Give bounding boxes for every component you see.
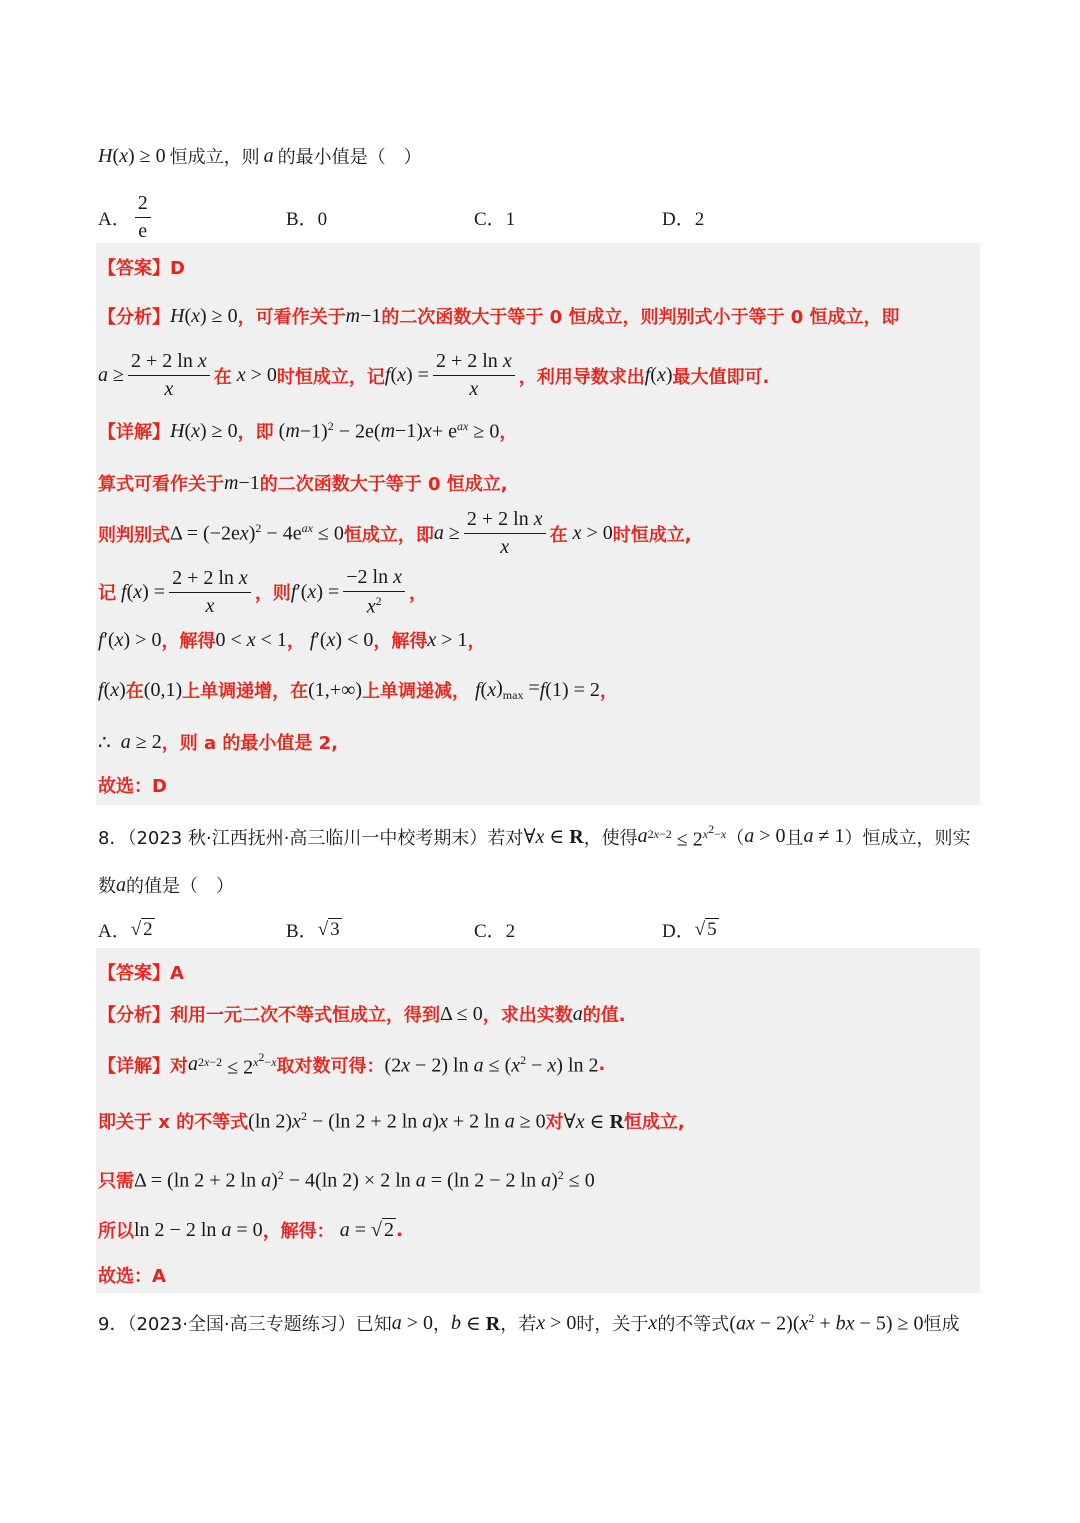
q7-detail: 【详解】 H ( x ) ≥ 0 ，即 ( m −1)$^2$ − 2e( m −1) x + $e^{ax} \ge 0$ ， [98,418,518,443]
q7-analysis: 【分析】 H ( x ) ≥ 0 ，可看作关于 m −1 的二次函数大于等于 0 恒成立，则判别式小于等于 0 恒成立，即 [98,304,900,328]
q7-option-b: B．0 [286,209,328,230]
q7-stem-text: 恒成立，则 [169,147,260,168]
q7-detail-2: 算式可看作关于 m −1 的二次函数大于等于 0 恒成立, [98,471,508,495]
q7-option-c: C．1 [474,209,516,230]
q9-stem: 9．（2023·全国·高三专题练习）已知 a > 0 ， b ∈ R ，若 x > 0 时，关于 x 的不等式 $(ax - 2)(x^2$ + bx − 5) ≥ 0 恒成 [98,1310,960,1335]
q8-detail: 【详解】 对 a $^{2x-2} \le 2^{x^2-x}$ 取对数可得： (2x − 2) $\ln a \le (x^2 - x)$ ln 2 . [98,1050,606,1079]
q8-answer: 【答案】A [98,963,184,984]
q8-option-d: D． √ 5 [662,918,717,942]
q7-detail-5: f ′( x ) > 0 ，解得 0 < x < 1 ， f ′( x ) < 0 ，解得 x > 1 ， [98,628,486,652]
q8-option-b: B． √ 3 [286,918,340,942]
q7-option-a: A． $\frac{2}{e}$ [98,192,155,243]
q7-stem-end: 的最小值是（ ） [277,147,422,168]
q7-stem: H ( x ) ≥ 0 恒成立，则 a 的最小值是（ ） [98,144,422,168]
q7-detail-6: f ( x ) 在 (0,1) 上单调递增，在 (1,+∞) 上单调递减， f ( x )$_{max}$ = f (1) = 2 ， [98,677,618,702]
q8-stem: 8．（2023 秋·江西抚州·高三临川一中校考期末）若对 ∀x ∈ R ，使得 a $^{2x-2} \le 2^{x^2-x}$ （ a > 0 且 a ≠ 1 ）恒成立，则实 [98,822,971,851]
fraction-2-e: $\frac{2}{e}$ [135,192,151,243]
q8-option-a: A． √ 2 [98,918,153,942]
q7-detail-3: 则判别式 $\Delta = (-2ex)^2 - 4e^{ax} \le 0$ 恒成立，即 a ≥ $\frac{\text{2 + 2 ln x}}{x}$ 在 x > 0 时恒成立, [98,508,692,558]
q7-option-d: D．2 [662,209,705,230]
q7-answer: 【答案】D [98,258,185,279]
q7-choose: 故选：D [98,776,167,797]
q8-option-c: C．2 [474,921,516,942]
q8-choose: 故选：A [98,1266,166,1287]
q8-detail-4: 所以 ln 2 − 2 ln a = 0 ，解得： a = √ 2 . [98,1218,403,1242]
q8-detail-2: 即关于 x 的不等式 (ln $2)x^2 - (\ln$ 2 + 2 ln a)x + 2 ln a ≥ 0 对 ∀x ∈ R 恒成立, [98,1108,685,1133]
q8-analysis: 【分析】 利用一元二次不等式恒成立，得到 Δ ≤ 0 ，求出实数 a 的值. [98,1002,626,1026]
q7-detail-4: 记 f ( x ) = $\frac{\text{2 + 2 ln x}}{x}$ ，则 f ′( x ) = $\frac{\text{−2 ln x}}{x^2}$ ， [98,566,427,618]
q7-analysis-2: a ≥ $\frac{\text{2 + 2 ln x}}{x}$ 在 x > 0 时恒成立，记 f ( x ) = $\frac{\text{2 + 2 ln x}}{x}$ ，利用导数求出 f ( x ) 最大值即可. [98,350,770,400]
math-H: H [98,144,113,167]
q8-stem-2: 数 a 的值是（ ） [98,873,234,897]
q7-detail-7: ∴ a ≥ 2 ，则 a 的最小值是 2, [98,730,339,754]
q8-detail-3: 只需 Δ = (ln 2 + 2 ln a)$^2$ − 4(ln 2) × 2 ln a = (ln 2 − 2 ln a)$^2$ ≤ 0 [98,1167,595,1192]
